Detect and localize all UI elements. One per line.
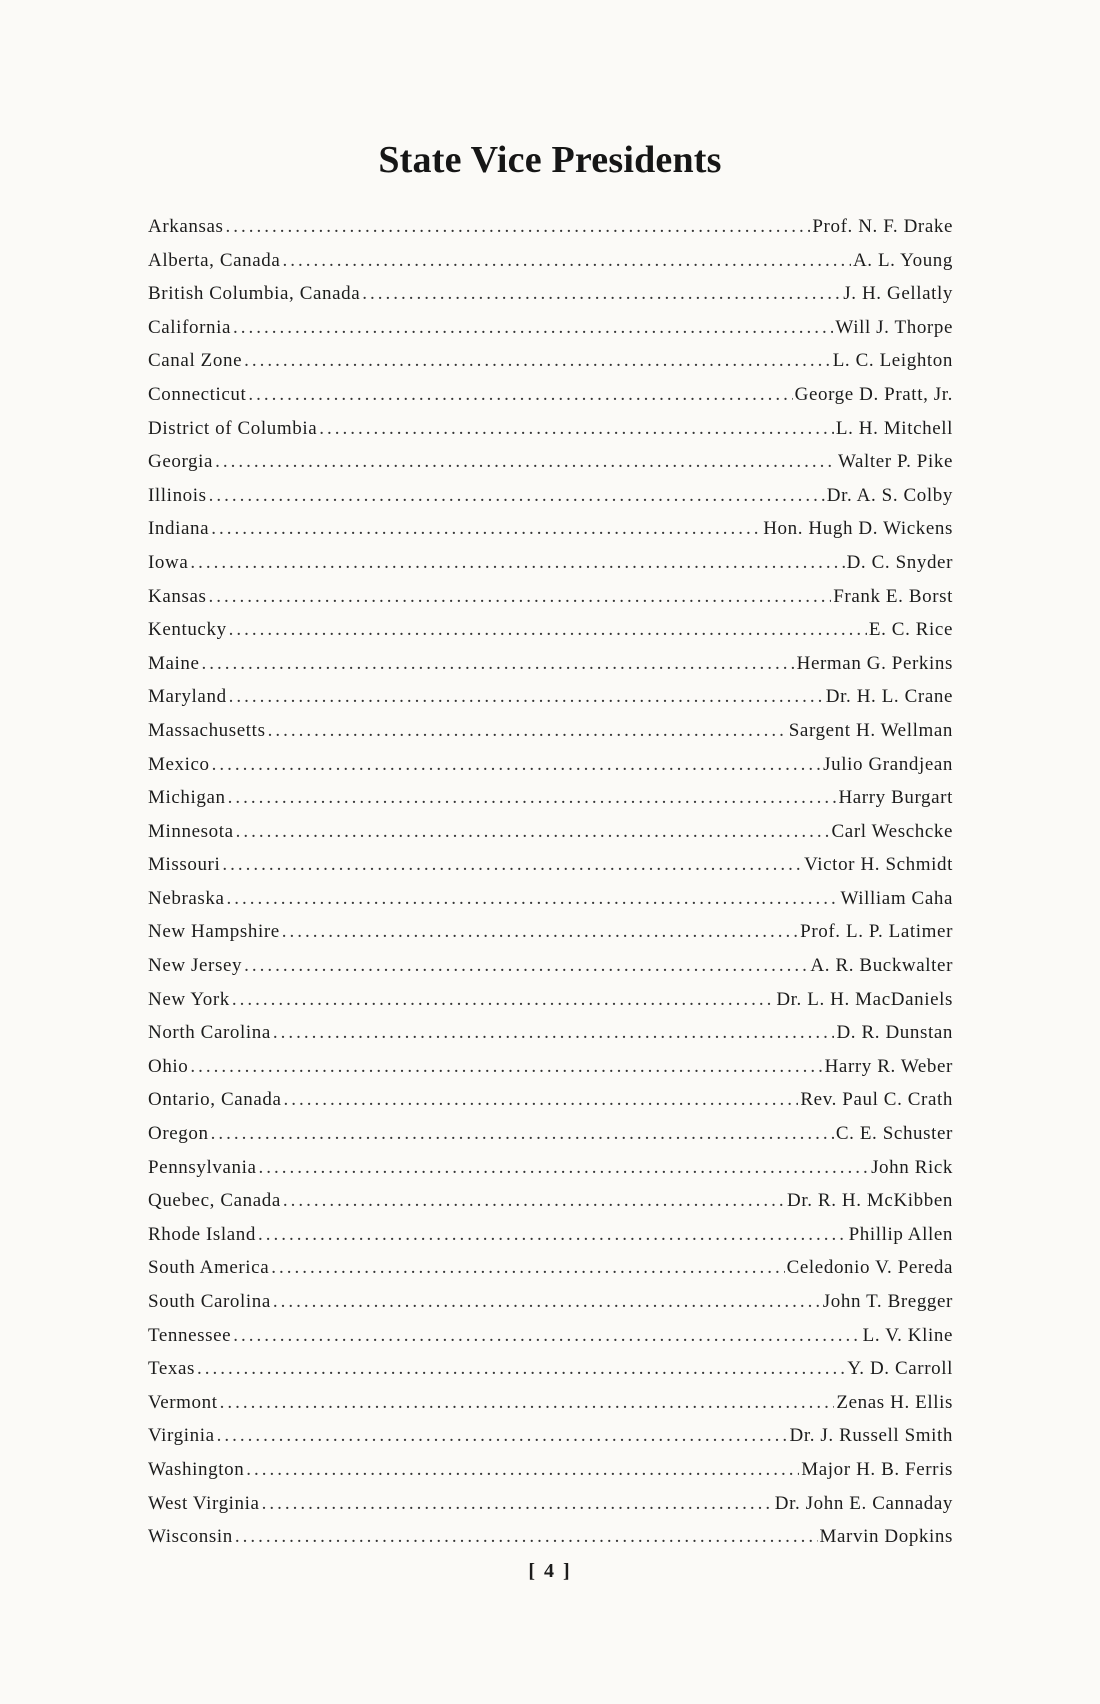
state-name: Canal Zone [148,350,243,372]
list-item [148,714,953,748]
dot-leader [212,748,822,782]
dot-leader [228,781,837,815]
state-name: Connecticut [148,383,247,405]
vice-president-list [148,210,953,1554]
vice-president-name: D. C. Snyder [846,551,953,573]
dot-leader [362,277,841,311]
vice-president-name: Dr. L. H. MacDaniels [776,988,953,1010]
vice-president-name: L. C. Leighton [832,350,953,372]
list-item [148,1285,953,1319]
dot-leader [271,1251,784,1285]
state-name: Quebec, Canada [148,1190,281,1212]
dot-leader [190,546,844,580]
vice-president-name: Phillip Allen [848,1223,953,1245]
state-name: New York [148,988,230,1010]
list-item [148,1386,953,1420]
dot-leader [229,613,867,647]
dot-leader [229,680,824,714]
vice-president-name: C. E. Schuster [835,1123,953,1145]
state-name: District of Columbia [148,417,318,439]
list-item [148,1016,953,1050]
vice-president-name: Dr. H. L. Crane [825,686,953,708]
state-name: Ohio [148,1055,189,1077]
dot-leader [244,949,808,983]
state-name: Alberta, Canada [148,249,281,271]
vice-president-name: John Rick [871,1156,953,1178]
vice-president-name: A. R. Buckwalter [810,955,953,977]
vice-president-name: Celedonio V. Pereda [786,1257,953,1279]
list-item [148,748,953,782]
vice-president-name: Harry Burgart [838,787,953,809]
state-name: Mexico [148,753,210,775]
dot-leader [232,983,774,1017]
dot-leader [284,1083,799,1117]
vice-president-name: Carl Weschcke [831,820,953,842]
vice-president-name: Hon. Hugh D. Wickens [763,518,953,540]
state-name: Vermont [148,1391,218,1413]
list-item [148,344,953,378]
vice-president-name: Julio Grandjean [823,753,953,775]
vice-president-name: Walter P. Pike [837,451,953,473]
list-item [148,311,953,345]
list-item [148,546,953,580]
vice-president-name: Frank E. Borst [833,585,953,607]
list-item [148,1184,953,1218]
state-name: Washington [148,1458,245,1480]
vice-president-name: Dr. John E. Cannaday [774,1492,953,1514]
state-name: Kentucky [148,619,227,641]
dot-leader [319,412,834,446]
state-name: Georgia [148,451,214,473]
dot-leader [282,244,851,278]
state-name: Arkansas [148,216,224,237]
list-item [148,1520,953,1554]
state-name: West Virginia [148,1492,260,1514]
list-item [148,613,953,647]
page-title: State Vice Presidents [378,139,722,181]
dot-leader [273,1285,821,1319]
vice-president-name: Marvin Dopkins [819,1526,953,1548]
state-name: British Columbia, Canada [148,283,361,305]
state-name: New Jersey [148,955,243,977]
dot-leader [244,344,831,378]
state-name: Illinois [148,484,207,506]
dot-leader [248,378,792,412]
dot-leader [217,1419,788,1453]
state-name: Texas [148,1358,196,1380]
vice-president-name: Zenas H. Ellis [836,1391,953,1413]
list-item [148,1487,953,1521]
list-item [148,412,953,446]
list-item [148,1117,953,1151]
list-item [148,512,953,546]
state-name: Rhode Island [148,1223,256,1245]
list-item [148,1419,953,1453]
state-name: North Carolina [148,1022,271,1044]
list-item [148,1251,953,1285]
vice-president-name: Dr. R. H. McKibben [787,1190,953,1212]
vice-president-name: George D. Pratt, Jr. [794,383,953,405]
state-name: Massachusetts [148,719,266,741]
vice-president-name: Rev. Paul C. Crath [800,1089,953,1111]
dot-leader [190,1050,822,1084]
vice-president-name: Herman G. Perkins [796,652,953,674]
dot-leader [233,311,833,345]
list-item [148,1083,953,1117]
list-item [148,680,953,714]
dot-leader [227,882,839,916]
state-name: Indiana [148,518,210,540]
dot-leader [220,1386,835,1420]
page-number: [ 4 ] [528,1560,572,1582]
state-name: South Carolina [148,1291,271,1312]
state-name: Virginia [148,1425,215,1447]
dot-leader [197,1352,845,1386]
vice-president-name: Prof. N. F. Drake [812,216,953,237]
list-item [148,848,953,882]
list-item [148,479,953,513]
dot-leader [235,1520,818,1554]
vice-president-name: L. H. Mitchell [835,417,953,439]
dot-leader [208,580,831,614]
list-item [148,983,953,1017]
dot-leader [236,815,830,849]
vice-president-name: Victor H. Schmidt [804,854,953,876]
vice-president-name: Sargent H. Wellman [788,719,953,741]
list-item [148,915,953,949]
state-name: Oregon [148,1123,209,1145]
vice-president-name: Dr. A. S. Colby [826,484,953,506]
dot-leader [273,1016,835,1050]
dot-leader [202,647,795,681]
list-item [148,781,953,815]
vice-president-name: A. L. Young [852,249,953,271]
list-item [148,580,953,614]
state-name: Kansas [148,585,207,607]
vice-president-name: D. R. Dunstan [836,1022,953,1044]
dot-leader [211,512,761,546]
state-name: New Hampshire [148,921,280,943]
list-item [148,277,953,311]
vice-president-name: Y. D. Carroll [847,1358,953,1380]
list-item [148,815,953,849]
vice-president-name: Will J. Thorpe [835,316,953,338]
dot-leader [233,1319,860,1353]
list-item [148,1453,953,1487]
vice-president-name: John T. Bregger [822,1291,953,1312]
dot-leader [211,1117,834,1151]
list-item [148,1050,953,1084]
dot-leader [209,479,825,513]
dot-leader [222,848,802,882]
vice-president-name: Harry R. Weber [824,1055,953,1077]
list-item [148,1218,953,1252]
state-name: Pennsylvania [148,1156,257,1178]
state-name: Maryland [148,686,227,708]
dot-leader [246,1453,799,1487]
dot-leader [259,1151,870,1185]
state-name: Wisconsin [148,1526,233,1548]
state-name: Maine [148,652,200,674]
list-item [148,378,953,412]
list-item [148,1151,953,1185]
list-item [148,647,953,681]
state-name: Nebraska [148,887,225,909]
state-name: Missouri [148,854,221,876]
list-item [148,1352,953,1386]
list-item [148,949,953,983]
list-item [148,244,953,278]
list-item [148,882,953,916]
vice-president-name: Major H. B. Ferris [801,1458,953,1480]
dot-leader [283,1184,785,1218]
vice-president-name: J. H. Gellatly [843,283,953,305]
state-name: Minnesota [148,820,234,842]
vice-president-name: E. C. Rice [868,619,953,641]
state-name: California [148,316,232,338]
list-item [148,445,953,479]
state-name: Tennessee [148,1324,232,1346]
list-item [148,210,953,244]
state-name: Ontario, Canada [148,1089,282,1111]
dot-leader [268,714,787,748]
state-name: Michigan [148,787,226,809]
dot-leader [215,445,836,479]
state-name: Iowa [148,551,189,573]
dot-leader [258,1218,847,1252]
vice-president-name: L. V. Kline [862,1324,953,1346]
vice-president-name: Prof. L. P. Latimer [800,921,953,943]
list-item [148,1319,953,1353]
dot-leader [262,1487,773,1521]
vice-president-name: Dr. J. Russell Smith [789,1425,953,1447]
dot-leader [226,210,811,244]
vice-president-name: William Caha [840,887,953,909]
dot-leader [282,915,798,949]
state-name: South America [148,1257,270,1279]
